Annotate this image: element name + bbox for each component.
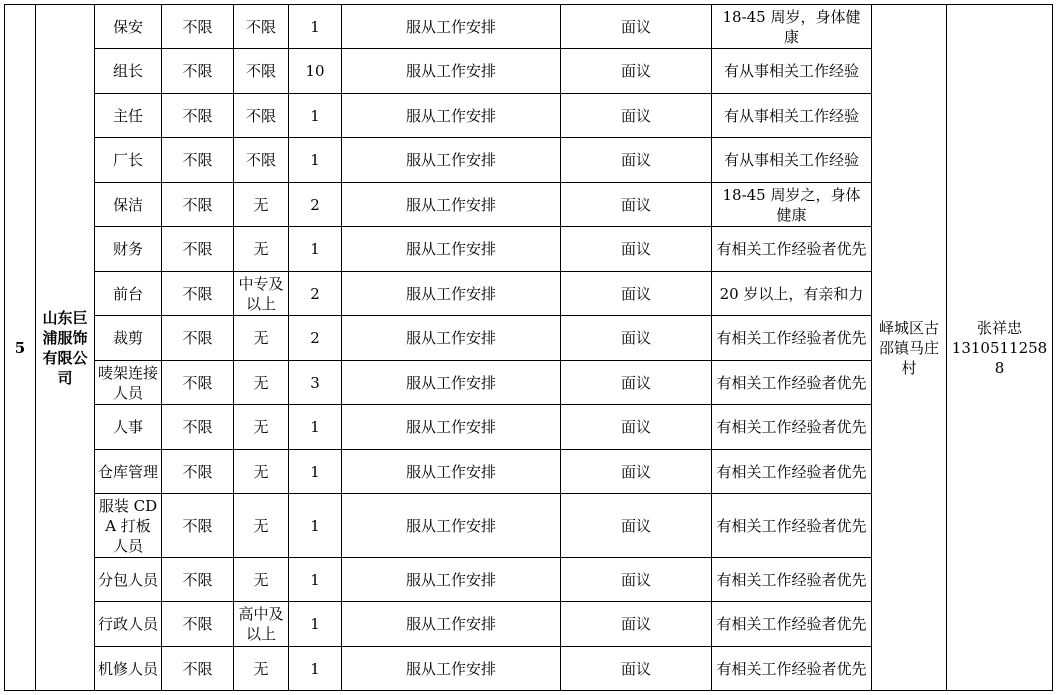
gender-cell: 不限 (162, 405, 234, 450)
count-cell: 1 (289, 647, 342, 691)
education-cell: 中专及以上 (234, 272, 289, 316)
position-cell: 财务 (95, 227, 162, 272)
salary-cell: 面议 (561, 405, 712, 450)
working-hours-cell: 服从工作安排 (342, 316, 561, 361)
gender-cell: 不限 (162, 558, 234, 602)
working-hours-cell: 服从工作安排 (342, 183, 561, 227)
gender-cell: 不限 (162, 183, 234, 227)
gender-cell: 不限 (162, 94, 234, 138)
company-name: 山东巨浦服饰有限公司 (36, 5, 95, 691)
position-cell: 组长 (95, 49, 162, 94)
requirements-cell: 有相关工作经验者优先 (712, 227, 872, 272)
education-cell: 不限 (234, 49, 289, 94)
working-hours-cell: 服从工作安排 (342, 558, 561, 602)
salary-cell: 面议 (561, 183, 712, 227)
count-cell: 2 (289, 183, 342, 227)
education-cell: 无 (234, 316, 289, 361)
working-hours-cell: 服从工作安排 (342, 94, 561, 138)
requirements-cell: 有相关工作经验者优先 (712, 602, 872, 647)
salary-cell: 面议 (561, 602, 712, 647)
position-cell: 仓库管理 (95, 450, 162, 494)
gender-cell: 不限 (162, 49, 234, 94)
education-cell: 不限 (234, 5, 289, 49)
salary-cell: 面议 (561, 316, 712, 361)
requirements-cell: 18-45 周岁之，身体健康 (712, 183, 872, 227)
requirements-cell: 有相关工作经验者优先 (712, 450, 872, 494)
position-cell: 厂长 (95, 138, 162, 183)
count-cell: 1 (289, 450, 342, 494)
salary-cell: 面议 (561, 49, 712, 94)
gender-cell: 不限 (162, 227, 234, 272)
education-cell: 无 (234, 647, 289, 691)
count-cell: 1 (289, 94, 342, 138)
position-cell: 主任 (95, 94, 162, 138)
position-cell: 前台 (95, 272, 162, 316)
gender-cell: 不限 (162, 602, 234, 647)
table-row (5, 5, 1053, 49)
gender-cell: 不限 (162, 450, 234, 494)
count-cell: 1 (289, 405, 342, 450)
contact-cell (947, 5, 1053, 691)
salary-cell: 面议 (561, 450, 712, 494)
salary-cell: 面议 (561, 558, 712, 602)
education-cell: 高中及以上 (234, 602, 289, 647)
salary-cell: 面议 (561, 5, 712, 49)
education-cell: 无 (234, 227, 289, 272)
working-hours-cell: 服从工作安排 (342, 361, 561, 405)
working-hours-cell: 服从工作安排 (342, 602, 561, 647)
count-cell: 10 (289, 49, 342, 94)
position-cell: 保安 (95, 5, 162, 49)
gender-cell: 不限 (162, 316, 234, 361)
requirements-cell: 有从事相关工作经验 (712, 138, 872, 183)
requirements-cell: 有相关工作经验者优先 (712, 361, 872, 405)
requirements-cell: 有从事相关工作经验 (712, 49, 872, 94)
salary-cell: 面议 (561, 647, 712, 691)
working-hours-cell: 服从工作安排 (342, 494, 561, 558)
position-cell: 行政人员 (95, 602, 162, 647)
working-hours-cell: 服从工作安排 (342, 272, 561, 316)
gender-cell: 不限 (162, 647, 234, 691)
education-cell: 不限 (234, 94, 289, 138)
position-cell: 服装 CDA 打板人员 (95, 494, 162, 558)
education-cell: 不限 (234, 138, 289, 183)
count-cell: 2 (289, 272, 342, 316)
position-cell: 保洁 (95, 183, 162, 227)
contact-name: 张祥忠 (976, 318, 1022, 337)
working-hours-cell: 服从工作安排 (342, 647, 561, 691)
count-cell: 1 (289, 5, 342, 49)
requirements-cell: 有相关工作经验者优先 (712, 316, 872, 361)
working-hours-cell: 服从工作安排 (342, 227, 561, 272)
position-cell: 分包人员 (95, 558, 162, 602)
requirements-cell: 有从事相关工作经验 (712, 94, 872, 138)
working-hours-cell: 服从工作安排 (342, 5, 561, 49)
position-cell: 人事 (95, 405, 162, 450)
salary-cell: 面议 (561, 227, 712, 272)
position-cell: 唛架连接人员 (95, 361, 162, 405)
requirements-cell: 有相关工作经验者优先 (712, 558, 872, 602)
education-cell: 无 (234, 405, 289, 450)
count-cell: 1 (289, 494, 342, 558)
salary-cell: 面议 (561, 361, 712, 405)
salary-cell: 面议 (561, 494, 712, 558)
position-cell: 裁剪 (95, 316, 162, 361)
requirements-cell: 20 岁以上，有亲和力 (712, 272, 872, 316)
salary-cell: 面议 (561, 94, 712, 138)
requirements-cell: 18-45 周岁，身体健康 (712, 5, 872, 49)
salary-cell: 面议 (561, 138, 712, 183)
working-hours-cell: 服从工作安排 (342, 405, 561, 450)
gender-cell: 不限 (162, 361, 234, 405)
gender-cell: 不限 (162, 494, 234, 558)
count-cell: 2 (289, 316, 342, 361)
gender-cell: 不限 (162, 138, 234, 183)
count-cell: 1 (289, 138, 342, 183)
education-cell: 无 (234, 361, 289, 405)
education-cell: 无 (234, 450, 289, 494)
gender-cell: 不限 (162, 272, 234, 316)
working-hours-cell: 服从工作安排 (342, 450, 561, 494)
salary-cell: 面议 (561, 272, 712, 316)
count-cell: 1 (289, 227, 342, 272)
education-cell: 无 (234, 494, 289, 558)
requirements-cell: 有相关工作经验者优先 (712, 647, 872, 691)
job-listing-table (4, 4, 1053, 691)
work-address: 峄城区古邵镇马庄村 (872, 5, 947, 691)
working-hours-cell: 服从工作安排 (342, 49, 561, 94)
position-cell: 机修人员 (95, 647, 162, 691)
working-hours-cell: 服从工作安排 (342, 138, 561, 183)
company-index: 5 (5, 5, 36, 691)
education-cell: 无 (234, 558, 289, 602)
count-cell: 1 (289, 558, 342, 602)
count-cell: 1 (289, 602, 342, 647)
count-cell: 3 (289, 361, 342, 405)
contact-phone: 13105112588 (951, 338, 1048, 377)
education-cell: 无 (234, 183, 289, 227)
requirements-cell: 有相关工作经验者优先 (712, 494, 872, 558)
gender-cell: 不限 (162, 5, 234, 49)
requirements-cell: 有相关工作经验者优先 (712, 405, 872, 450)
